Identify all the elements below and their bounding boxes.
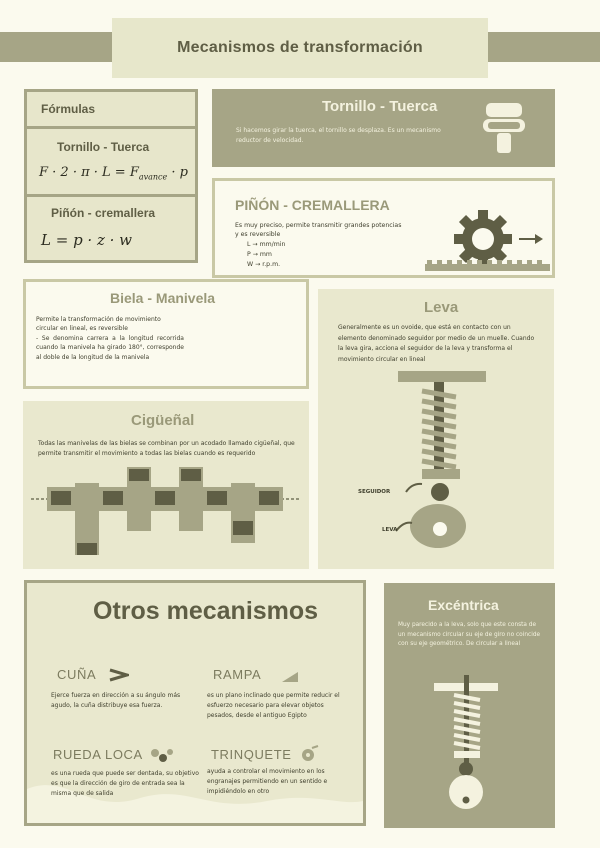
excentrica-diagram [424, 675, 524, 815]
pinon-text: Es muy preciso, permite transmitir grandes potencias y es reversible [235, 222, 402, 238]
ciguenal-text: Todas las manivelas de las bielas se combinan por un acodado llamado cigüeñal, que permite transmitir el movimiento a todas las bielas cuando es requerido [38, 440, 295, 457]
rampa-title: RAMPA [213, 667, 262, 682]
rampa-text: es un plano inclinado que permite reducir el esfuerzo necesario para elevar objetos pesados, desde el antiguo Egipto [207, 692, 340, 719]
pinon-title: PIÑÓN - CREMALLERA [235, 197, 390, 213]
ciguenal-diagram [31, 459, 301, 564]
gear-rack-icon [425, 201, 550, 273]
leva-text: Generalmente es un ovoide, que está en contacto con un elemento denominado seguidor por medio de un muelle. Cuando la leva gira, acciona el seguidor de la leva y transforma el movimiento circular en lineal [338, 324, 535, 363]
tornillo-title: Tornillo - Tuerca [322, 98, 438, 115]
trinquete-title: TRINQUETE [211, 747, 292, 762]
rampa-icon [281, 671, 299, 683]
biela-text-2: - Se denomina carrera a la longitud recorrida cuando la manivela ha girado 180°, corresponde al doble de la longitud de la manivela [36, 335, 184, 361]
ciguenal-panel [23, 401, 309, 569]
trinquete-text: ayuda a controlar el movimiento en los engranajes permitiendo en un sentido e impidiéndolo en otro [207, 768, 328, 795]
biela-panel [23, 279, 309, 389]
tornillo-icon [480, 99, 528, 157]
leva-title: Leva [424, 299, 459, 316]
pinon-panel [212, 178, 555, 278]
pinon-unit-1: P → mm [247, 251, 272, 258]
pinon-units [247, 240, 285, 270]
formulas-heading-cell [27, 92, 195, 129]
formula-pinon: L = p · z · w [41, 231, 133, 249]
rueda-loca-icon [149, 747, 173, 763]
rueda-text: es una rueda que puede ser dentada, su objetivo es que la dirección de giro de entrada sea la misma que de salida [51, 770, 199, 797]
tornillo-text: Si hacemos girar la tuerca, el tornillo se desplaza. Es un mecanismo reductor de velocidad. [236, 127, 441, 144]
formula-pinon-label: Piñón - cremallera [51, 206, 156, 220]
formula-tornillo-main: F · 2 · π · L = F [39, 165, 139, 180]
leva-panel [318, 289, 554, 569]
ciguenal-title: Cigüeñal [131, 412, 195, 429]
page-title-box [112, 18, 488, 78]
biela-text-1: Permite la transformación de movimiento circular en lineal, es reversible [36, 316, 161, 332]
otros-panel [24, 580, 366, 826]
page-title: Mecanismos de transformación [177, 39, 423, 56]
formula-pinon-cell [27, 197, 195, 260]
excentrica-text: Muy parecido a la leva, solo que este consta de un mecanismo circular su eje de giro no coincide con su eje geométrico. De circular a lineal [398, 622, 541, 647]
formula-tornillo-sub: avance [138, 172, 168, 182]
pinon-unit-0: L → mm/min [247, 241, 286, 248]
leva-label-leva: LEVA [382, 527, 398, 533]
cuna-icon [109, 667, 129, 683]
excentrica-title: Excéntrica [428, 597, 499, 613]
formula-tornillo-label: Tornillo - Tuerca [57, 140, 150, 154]
otros-title: Otros mecanismos [93, 597, 319, 625]
formula-tornillo-tail: · p [167, 165, 188, 180]
formulas-panel [24, 89, 198, 263]
tornillo-panel [212, 89, 555, 167]
formulas-heading: Fórmulas [41, 102, 96, 116]
excentrica-panel [384, 583, 555, 828]
leva-label-seguidor: SEGUIDOR [358, 489, 391, 495]
cuna-text: Ejerce fuerza en dirección a su ángulo más agudo, la cuña distribuye esa fuerza. [51, 692, 181, 709]
trinquete-icon [299, 745, 319, 763]
leva-diagram [348, 361, 538, 561]
pinon-unit-2: W → r.p.m. [247, 261, 281, 268]
biela-title: Biela - Manivela [110, 290, 216, 306]
cuna-title: CUÑA [57, 667, 97, 682]
formula-tornillo-cell [27, 129, 195, 197]
rueda-title: RUEDA LOCA [53, 747, 143, 762]
formula-tornillo [39, 165, 188, 182]
